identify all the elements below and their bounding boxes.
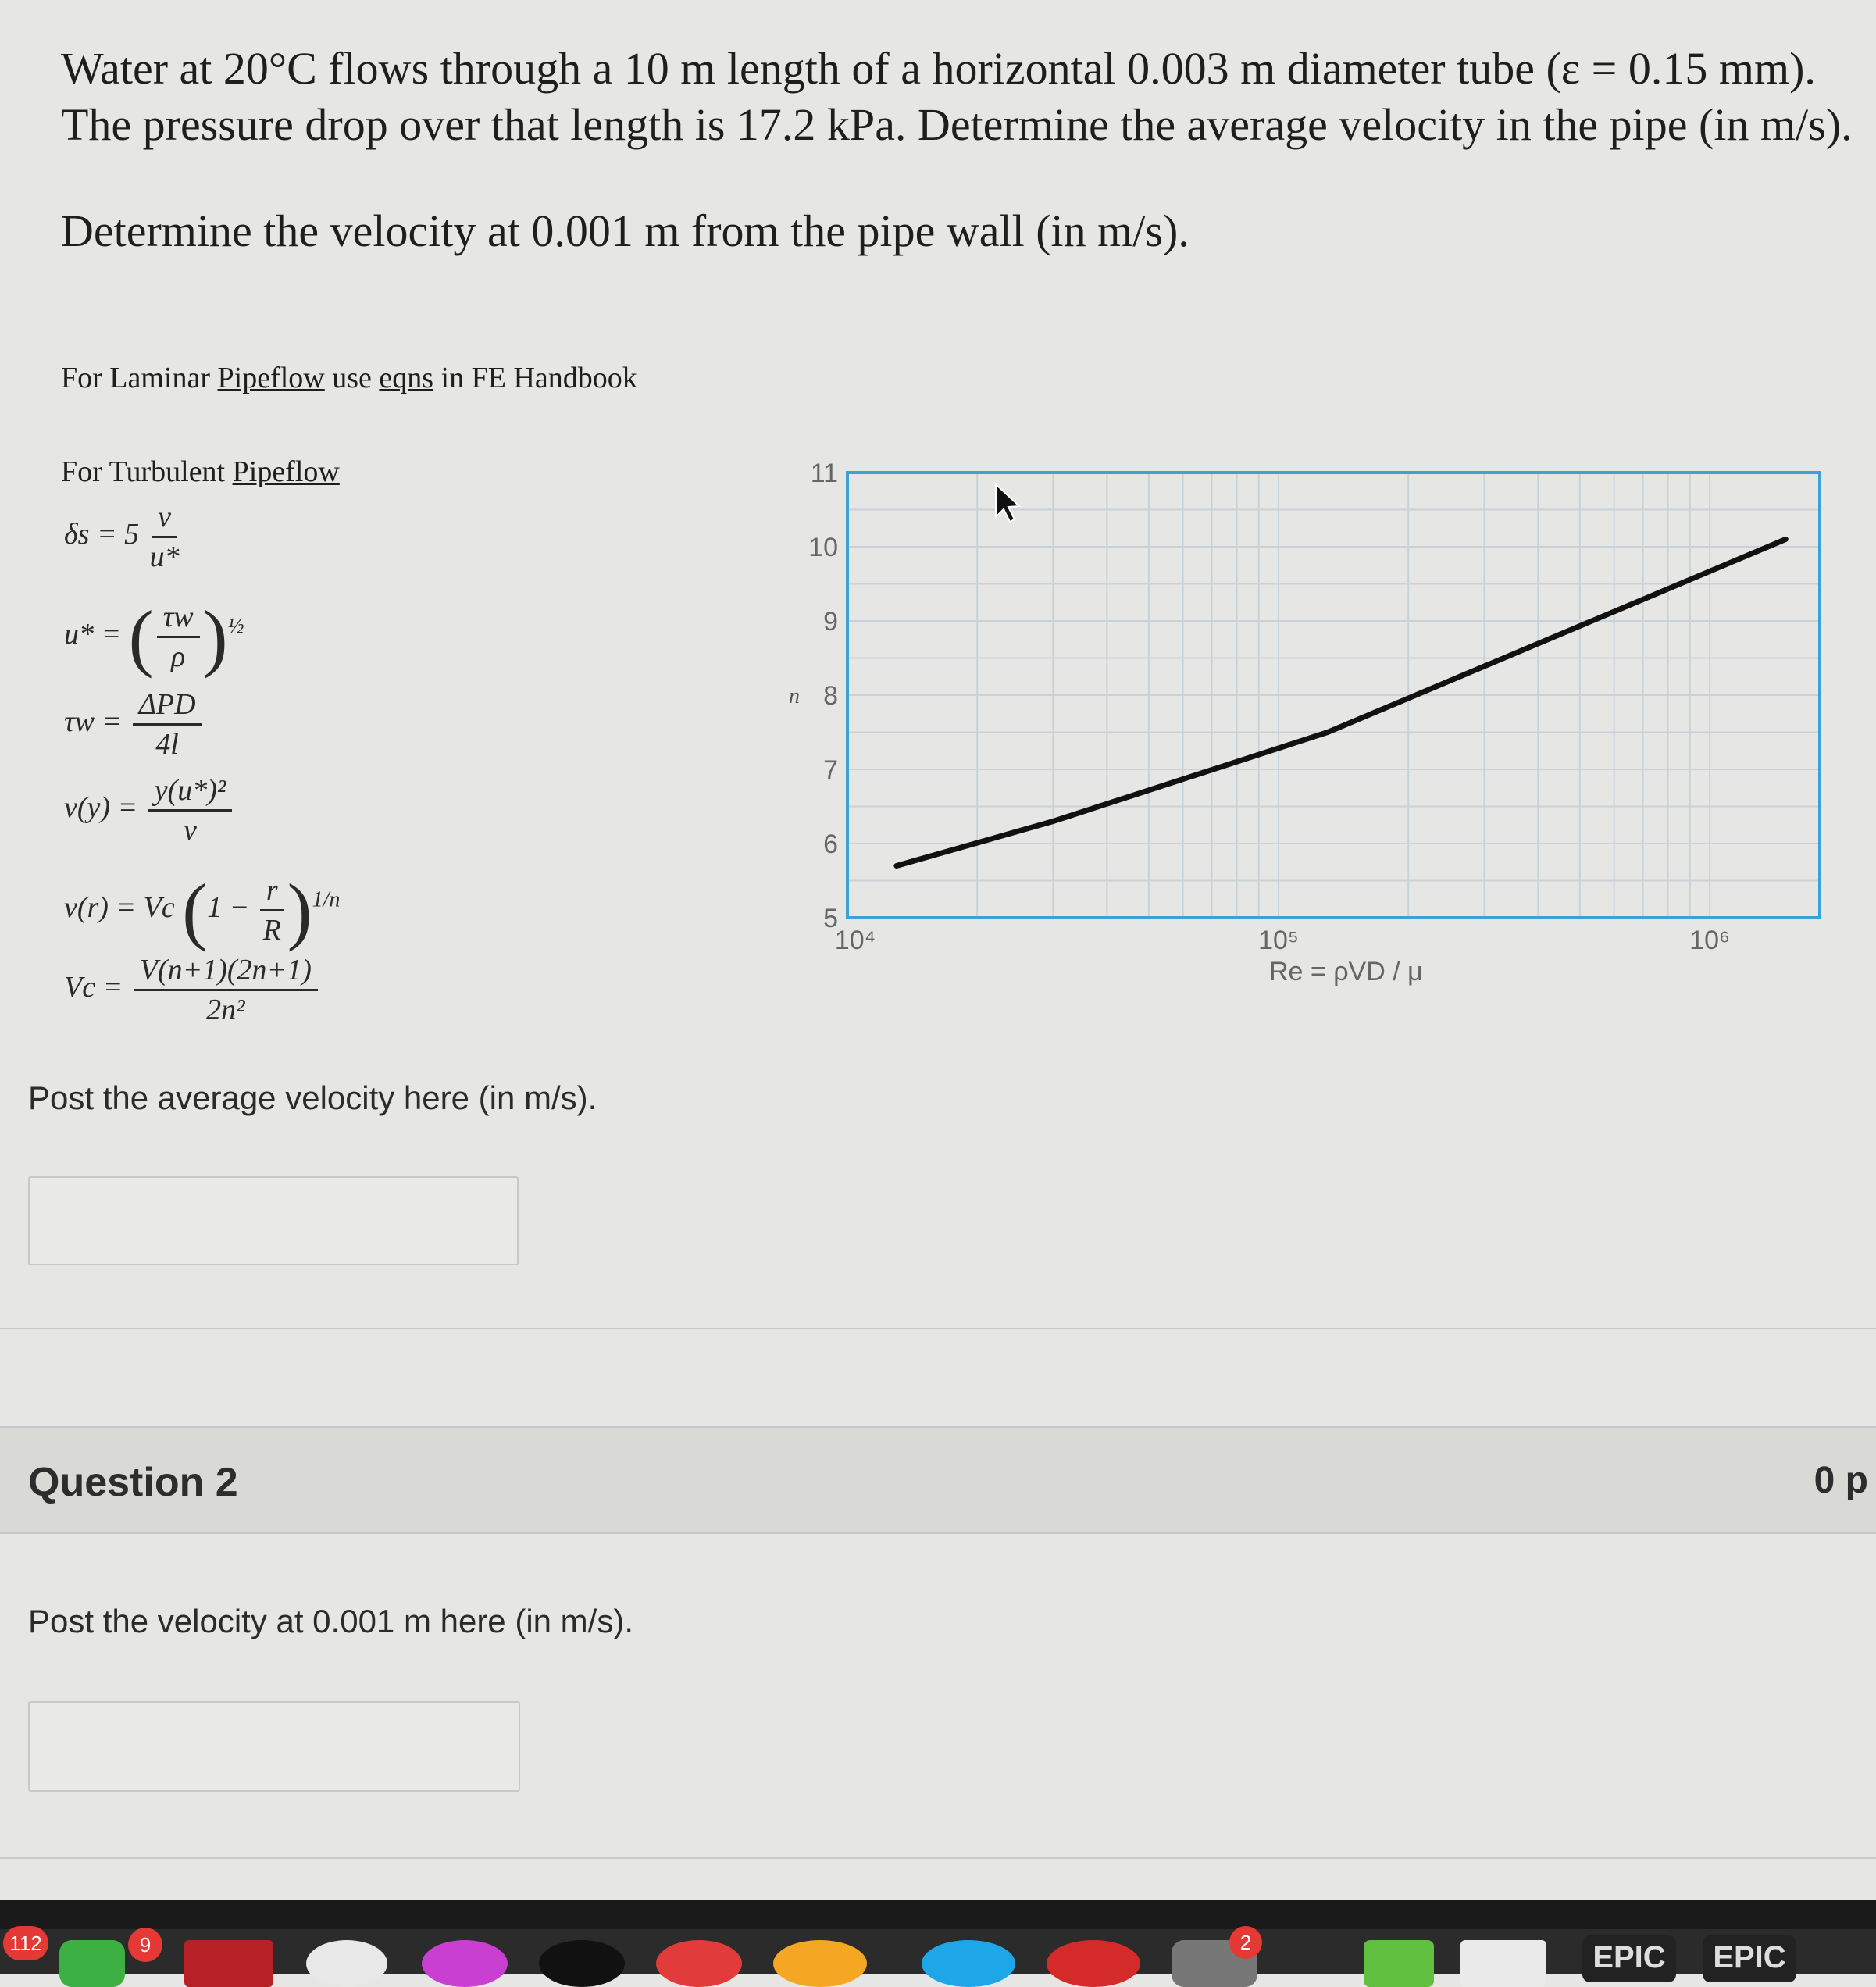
podcasts-icon[interactable]: [422, 1940, 508, 1987]
laminar-prefix: For Laminar: [61, 362, 211, 394]
dock-badge-count: 112: [3, 1926, 48, 1960]
question-2-header: [0, 1426, 1876, 1534]
equation-delta-den: u*: [149, 540, 180, 573]
numbers-icon[interactable]: [1364, 1940, 1434, 1987]
equation-tau-lhs: τw =: [64, 705, 123, 739]
y-tick-label: 6: [823, 829, 838, 859]
y-tick-label: 9: [823, 607, 838, 637]
chart-svg: [781, 461, 1843, 1039]
question-2-title: Question 2: [28, 1460, 238, 1505]
notes-icon[interactable]: [1460, 1940, 1546, 1987]
equation-tau: [64, 687, 205, 762]
section-divider: [0, 1328, 1876, 1329]
section-divider-bottom: [0, 1857, 1876, 1859]
equation-ustar-lhs: u* =: [64, 618, 122, 651]
app-store-icon[interactable]: [922, 1940, 1015, 1987]
calendar-icon[interactable]: [184, 1940, 273, 1987]
equation-delta: [64, 500, 183, 574]
equation-vr-exp: 1/n: [312, 887, 341, 912]
dock-badge-mail: 9: [128, 1928, 162, 1962]
y-tick-label: 5: [823, 904, 838, 933]
equation-ustar-den: ρ: [170, 640, 186, 673]
equation-vy-den: ν: [184, 814, 197, 847]
problem-statement: [61, 41, 1857, 259]
x-tick-label: 10⁴: [834, 926, 876, 955]
y-tick-label: 8: [823, 681, 838, 711]
equation-vc: [64, 953, 321, 1027]
equation-vr-den: R: [262, 914, 281, 947]
equation-ustar-num: τw: [157, 600, 200, 638]
equation-vy-num: y(u*)²: [148, 773, 233, 812]
x-tick-label: 10⁵: [1258, 926, 1300, 955]
photos-icon[interactable]: [306, 1940, 387, 1987]
equation-ustar: u* = ( $\frac{\tau w}{\rho}$ )$^{\frac{1}{2}}$: [64, 595, 244, 679]
prompt-average-velocity: Post the average velocity here (in m/s).: [28, 1079, 597, 1116]
question-2-points: 0 p: [1814, 1460, 1868, 1501]
turbulent-heading: [61, 455, 340, 489]
equation-vr-num: r: [260, 873, 284, 911]
dock-badge-app: 2: [1229, 1926, 1262, 1959]
music-icon[interactable]: [539, 1940, 625, 1987]
x-axis-label: Re = ρVD / μ: [1269, 957, 1423, 986]
equation-vc-lhs: Vc =: [64, 971, 123, 1004]
laminar-use-word: use: [332, 362, 372, 394]
y-tick-label: 10: [808, 533, 838, 562]
laminar-note: [61, 361, 637, 395]
equation-tau-den: 4l: [155, 728, 179, 761]
equation-vc-num: V(n+1)(2n+1): [134, 953, 318, 991]
x-tick-label: 10⁶: [1689, 926, 1730, 955]
turbulent-pipeflow-word: Pipeflow: [232, 455, 340, 488]
messages-icon[interactable]: [59, 1940, 125, 1987]
news-icon[interactable]: [656, 1940, 742, 1987]
laminar-suffix: in FE Handbook: [440, 362, 637, 394]
answer-input-velocity-at-wall[interactable]: [28, 1701, 520, 1792]
books-icon[interactable]: [773, 1940, 867, 1987]
equation-delta-lhs: δs = 5: [64, 518, 140, 551]
laminar-pipeflow-word: Pipeflow: [217, 362, 325, 394]
equation-vr-lhs: v(r) = Vc: [64, 891, 175, 925]
mouse-cursor-icon: [996, 484, 1019, 522]
problem-text-paragraph: Water at 20°C flows through a 10 m length of a horizontal 0.003 m diameter tube (ε = 0.15 mm). The pressure drop over that length is 17.2 kPa. Determine the average velocity in the pipe (in m/s).: [61, 43, 1853, 150]
equation-tau-num: ΔPD: [133, 687, 202, 726]
y-tick-label: 11: [810, 461, 838, 488]
y-axis-label: n: [789, 684, 800, 708]
n-vs-reynolds-chart: [781, 461, 1843, 1043]
y-tick-label: 7: [823, 755, 838, 785]
answer-input-average-velocity[interactable]: [28, 1176, 519, 1265]
epic-app-icon[interactable]: EPIC: [1582, 1935, 1676, 1982]
equation-delta-num: ν: [152, 500, 177, 538]
question-velocity-wall: Determine the velocity at 0.001 m from the pipe wall (in m/s).: [61, 205, 1189, 256]
prompt-velocity-at-wall: Post the velocity at 0.001 m here (in m/s).: [28, 1603, 633, 1639]
equation-ustar-exp: ½: [227, 614, 244, 639]
dock: [0, 1929, 1876, 1974]
browser-icon[interactable]: [1047, 1940, 1140, 1987]
equation-vy: [64, 773, 235, 847]
laminar-eqns-word: eqns: [379, 362, 434, 394]
epic-app-icon-2[interactable]: EPIC: [1703, 1935, 1796, 1982]
monitor-bezel: [0, 1900, 1876, 1929]
series-line: [897, 540, 1785, 866]
turbulent-prefix: For Turbulent: [61, 455, 226, 488]
equation-vc-den: 2n²: [206, 994, 245, 1026]
equation-vy-lhs: v(y) =: [64, 791, 138, 825]
equation-vr: v(r) = Vc (1 − $\frac{r}{R}$ )$^{1/n}$: [64, 869, 341, 952]
